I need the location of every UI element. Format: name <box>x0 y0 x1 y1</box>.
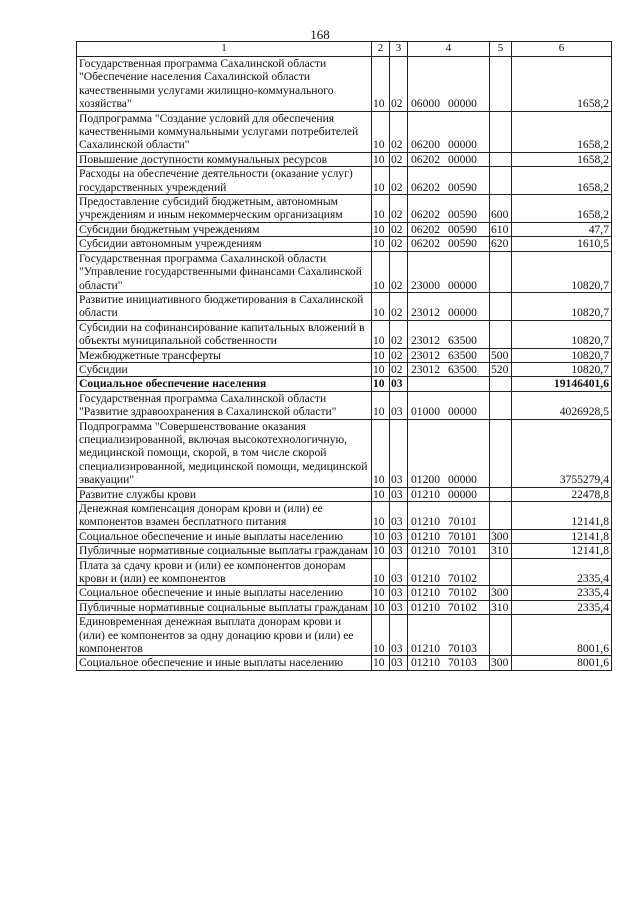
row-expense-type: 310 <box>490 600 512 614</box>
row-name: Субсидии на софинансирование капитальных вложений в объекты муниципальной собственности <box>77 320 372 348</box>
row-name: Субсидии автономным учреждениям <box>77 237 372 251</box>
table-row <box>77 348 612 362</box>
table-row <box>77 320 612 348</box>
row-section: 10 <box>372 419 390 487</box>
target-code-program: 01000 <box>411 405 440 419</box>
row-subsection: 02 <box>390 237 408 251</box>
target-code-program: 01210 <box>411 586 440 600</box>
row-section: 10 <box>372 362 390 376</box>
row-target-code <box>408 529 490 543</box>
row-amount: 12141,8 <box>512 529 612 543</box>
target-code-program: 23012 <box>411 334 440 348</box>
row-subsection: 02 <box>390 57 408 112</box>
target-code-program: 01210 <box>411 544 440 558</box>
row-amount: 8001,6 <box>512 615 612 656</box>
row-name: Повышение доступности коммунальных ресурсов <box>77 152 372 166</box>
row-section: 10 <box>372 544 390 558</box>
target-code-program: 23000 <box>411 278 440 292</box>
row-expense-type: 610 <box>490 222 512 236</box>
target-code-direction: 00000 <box>447 152 477 166</box>
row-target-code <box>408 57 490 112</box>
table-row <box>77 558 612 586</box>
table-row <box>77 377 612 391</box>
row-section: 10 <box>372 558 390 586</box>
row-subsection: 03 <box>390 487 408 501</box>
page-number: 168 <box>310 27 330 42</box>
row-expense-type: 300 <box>490 656 512 670</box>
row-amount: 10820,7 <box>512 362 612 376</box>
row-name: Социальное обеспечение и иные выплаты населению <box>77 529 372 543</box>
row-amount: 1610,5 <box>512 237 612 251</box>
row-target-code <box>408 656 490 670</box>
row-section: 10 <box>372 615 390 656</box>
row-name: Развитие инициативного бюджетирования в Сахалинской области <box>77 292 372 320</box>
row-subsection: 03 <box>390 419 408 487</box>
row-subsection: 02 <box>390 292 408 320</box>
row-section: 10 <box>372 656 390 670</box>
row-amount: 47,7 <box>512 222 612 236</box>
table-row <box>77 167 612 195</box>
row-section: 10 <box>372 237 390 251</box>
row-section: 10 <box>372 57 390 112</box>
row-expense-type <box>490 167 512 195</box>
target-code-direction: 00000 <box>447 405 477 419</box>
row-name: Предоставление субсидий бюджетным, автономным учреждениям и иным некоммерческим организациям <box>77 195 372 223</box>
target-code-program: 06202 <box>411 222 440 236</box>
target-code-direction: 00590 <box>447 180 477 194</box>
table-row <box>77 222 612 236</box>
target-code-program: 06202 <box>411 180 440 194</box>
row-expense-type: 300 <box>490 586 512 600</box>
row-section: 10 <box>372 377 390 391</box>
row-section: 10 <box>372 320 390 348</box>
target-code-direction: 63500 <box>447 362 477 376</box>
row-amount: 3755279,4 <box>512 419 612 487</box>
row-amount: 12141,8 <box>512 502 612 530</box>
table-row <box>77 419 612 487</box>
column-header: 4 <box>408 42 490 57</box>
row-expense-type: 310 <box>490 544 512 558</box>
row-expense-type <box>490 377 512 391</box>
target-code-program: 23012 <box>411 348 440 362</box>
row-amount: 2335,4 <box>512 558 612 586</box>
target-code-program: 01210 <box>411 572 440 586</box>
row-subsection: 02 <box>390 111 408 152</box>
row-section: 10 <box>372 487 390 501</box>
table-row <box>77 586 612 600</box>
row-section: 10 <box>372 292 390 320</box>
target-code-program: 06000 <box>411 97 440 111</box>
row-expense-type <box>490 391 512 419</box>
target-code-program: 23012 <box>411 362 440 376</box>
row-amount: 10820,7 <box>512 292 612 320</box>
row-section: 10 <box>372 600 390 614</box>
row-name: Государственная программа Сахалинской области "Развитие здравоохранения в Сахалинской области" <box>77 391 372 419</box>
row-section: 10 <box>372 586 390 600</box>
row-subsection: 02 <box>390 251 408 292</box>
row-target-code <box>408 377 490 391</box>
row-amount: 10820,7 <box>512 348 612 362</box>
table-row <box>77 391 612 419</box>
table-row <box>77 529 612 543</box>
row-target-code <box>408 615 490 656</box>
row-subsection: 02 <box>390 362 408 376</box>
row-amount: 2335,4 <box>512 600 612 614</box>
table-row <box>77 237 612 251</box>
row-target-code <box>408 111 490 152</box>
column-header: 3 <box>390 42 408 57</box>
target-code-program: 01210 <box>411 529 440 543</box>
target-code-program: 01210 <box>411 656 440 670</box>
target-code-direction: 00000 <box>447 138 477 152</box>
table-row <box>77 152 612 166</box>
header-row <box>77 42 612 57</box>
row-expense-type <box>490 57 512 112</box>
column-header: 1 <box>77 42 372 57</box>
row-subsection: 03 <box>390 600 408 614</box>
row-subsection: 03 <box>390 586 408 600</box>
row-expense-type <box>490 487 512 501</box>
row-subsection: 02 <box>390 167 408 195</box>
target-code-direction: 70103 <box>447 656 477 670</box>
target-code-direction: 70101 <box>447 515 477 529</box>
row-target-code <box>408 544 490 558</box>
row-amount: 10820,7 <box>512 251 612 292</box>
row-name: Межбюджетные трансферты <box>77 348 372 362</box>
row-target-code <box>408 391 490 419</box>
target-code-direction: 00000 <box>447 306 477 320</box>
target-code-program: 01210 <box>411 487 440 501</box>
row-expense-type <box>490 111 512 152</box>
row-expense-type <box>490 558 512 586</box>
row-target-code <box>408 167 490 195</box>
row-amount: 1658,2 <box>512 195 612 223</box>
row-expense-type <box>490 502 512 530</box>
row-amount: 22478,8 <box>512 487 612 501</box>
target-code-direction: 00000 <box>447 473 477 487</box>
row-expense-type: 520 <box>490 362 512 376</box>
row-expense-type <box>490 615 512 656</box>
table-row <box>77 656 612 670</box>
target-code-direction: 70102 <box>447 600 477 614</box>
row-subsection: 03 <box>390 558 408 586</box>
target-code-program: 01200 <box>411 473 440 487</box>
row-target-code <box>408 487 490 501</box>
target-code-program: 06202 <box>411 208 440 222</box>
row-name: Подпрограмма "Совершенствование оказания специализированной, включая высокотехнологичную, медицинской помощи, скорой, в том числе скорой специализированной, медицинской помощи, медицинской эвакуации" <box>77 419 372 487</box>
target-code-direction: 63500 <box>447 334 477 348</box>
target-code-program: 01210 <box>411 642 440 656</box>
row-subsection: 03 <box>390 377 408 391</box>
row-section: 10 <box>372 195 390 223</box>
table-row <box>77 111 612 152</box>
row-name: Денежная компенсация донорам крови и (или) ее компонентов взамен бесплатного питания <box>77 502 372 530</box>
row-name: Единовременная денежная выплата донорам крови и (или) ее компонентов за одну донацию крови и (или) ее компонентов <box>77 615 372 656</box>
row-section: 10 <box>372 348 390 362</box>
row-target-code <box>408 502 490 530</box>
table-row <box>77 544 612 558</box>
row-section: 10 <box>372 251 390 292</box>
row-expense-type <box>490 251 512 292</box>
target-code-direction: 70103 <box>447 642 477 656</box>
target-code-direction: 70102 <box>447 572 477 586</box>
table-row <box>77 362 612 376</box>
row-target-code <box>408 237 490 251</box>
row-name: Публичные нормативные социальные выплаты гражданам <box>77 544 372 558</box>
row-name: Плата за сдачу крови и (или) ее компонентов донорам крови и (или) ее компонентов <box>77 558 372 586</box>
row-section: 10 <box>372 167 390 195</box>
table-row <box>77 600 612 614</box>
column-header: 6 <box>512 42 612 57</box>
row-name: Государственная программа Сахалинской области "Управление государственными финансами Сахалинской области" <box>77 251 372 292</box>
target-code-direction: 70101 <box>447 544 477 558</box>
table-row <box>77 292 612 320</box>
row-amount: 12141,8 <box>512 544 612 558</box>
row-name: Развитие службы крови <box>77 487 372 501</box>
row-target-code <box>408 292 490 320</box>
row-amount: 4026928,5 <box>512 391 612 419</box>
target-code-direction: 00590 <box>447 222 477 236</box>
row-name: Социальное обеспечение населения <box>77 377 372 391</box>
row-expense-type: 500 <box>490 348 512 362</box>
target-code-program: 01210 <box>411 515 440 529</box>
row-amount: 1658,2 <box>512 152 612 166</box>
row-amount: 1658,2 <box>512 111 612 152</box>
row-target-code <box>408 152 490 166</box>
row-target-code <box>408 558 490 586</box>
row-subsection: 03 <box>390 615 408 656</box>
target-code-program: 06202 <box>411 237 440 251</box>
target-code-program: 06202 <box>411 152 440 166</box>
row-amount: 1658,2 <box>512 167 612 195</box>
target-code-direction: 00000 <box>447 487 477 501</box>
row-expense-type: 620 <box>490 237 512 251</box>
row-subsection: 02 <box>390 320 408 348</box>
table-row <box>77 487 612 501</box>
row-target-code <box>408 320 490 348</box>
target-code-program: 23012 <box>411 306 440 320</box>
row-target-code <box>408 586 490 600</box>
row-amount: 1658,2 <box>512 57 612 112</box>
row-target-code <box>408 222 490 236</box>
target-code-direction: 63500 <box>447 348 477 362</box>
row-name: Субсидии бюджетным учреждениям <box>77 222 372 236</box>
row-expense-type <box>490 292 512 320</box>
row-subsection: 02 <box>390 222 408 236</box>
row-name: Подпрограмма "Создание условий для обеспечения качественными коммунальными услугами потребителей Сахалинской области" <box>77 111 372 152</box>
target-code-direction: 00000 <box>447 278 477 292</box>
table-row <box>77 251 612 292</box>
row-expense-type <box>490 152 512 166</box>
target-code-direction: 70102 <box>447 586 477 600</box>
column-header: 5 <box>490 42 512 57</box>
target-code-direction: 00590 <box>447 208 477 222</box>
row-subsection: 02 <box>390 348 408 362</box>
row-subsection: 03 <box>390 529 408 543</box>
row-amount: 8001,6 <box>512 656 612 670</box>
row-subsection: 02 <box>390 152 408 166</box>
row-subsection: 03 <box>390 391 408 419</box>
target-code-program: 06200 <box>411 138 440 152</box>
row-section: 10 <box>372 222 390 236</box>
row-target-code <box>408 348 490 362</box>
row-name: Социальное обеспечение и иные выплаты населению <box>77 656 372 670</box>
row-target-code <box>408 195 490 223</box>
table-row <box>77 615 612 656</box>
row-amount: 10820,7 <box>512 320 612 348</box>
target-code-direction: 00590 <box>447 237 477 251</box>
table-row <box>77 195 612 223</box>
table-row <box>77 502 612 530</box>
row-name: Субсидии <box>77 362 372 376</box>
row-amount: 2335,4 <box>512 586 612 600</box>
row-amount: 19146401,6 <box>512 377 612 391</box>
target-code-program: 01210 <box>411 600 440 614</box>
row-name: Государственная программа Сахалинской области "Обеспечение населения Сахалинской области качественными услугами жилищно-коммунального хозяйства" <box>77 57 372 112</box>
row-section: 10 <box>372 111 390 152</box>
row-target-code <box>408 419 490 487</box>
target-code-direction: 70101 <box>447 529 477 543</box>
row-expense-type <box>490 419 512 487</box>
row-subsection: 02 <box>390 195 408 223</box>
row-name: Расходы на обеспечение деятельности (оказание услуг) государственных учреждений <box>77 167 372 195</box>
table-row <box>77 57 612 112</box>
row-target-code <box>408 251 490 292</box>
budget-table <box>76 41 612 671</box>
row-section: 10 <box>372 529 390 543</box>
row-expense-type: 600 <box>490 195 512 223</box>
row-subsection: 03 <box>390 544 408 558</box>
row-expense-type <box>490 320 512 348</box>
row-section: 10 <box>372 152 390 166</box>
row-section: 10 <box>372 502 390 530</box>
column-header: 2 <box>372 42 390 57</box>
row-name: Публичные нормативные социальные выплаты гражданам <box>77 600 372 614</box>
row-target-code <box>408 362 490 376</box>
target-code-direction: 00000 <box>447 97 477 111</box>
row-subsection: 03 <box>390 502 408 530</box>
row-section: 10 <box>372 391 390 419</box>
row-name: Социальное обеспечение и иные выплаты населению <box>77 586 372 600</box>
row-target-code <box>408 600 490 614</box>
row-subsection: 03 <box>390 656 408 670</box>
row-expense-type: 300 <box>490 529 512 543</box>
